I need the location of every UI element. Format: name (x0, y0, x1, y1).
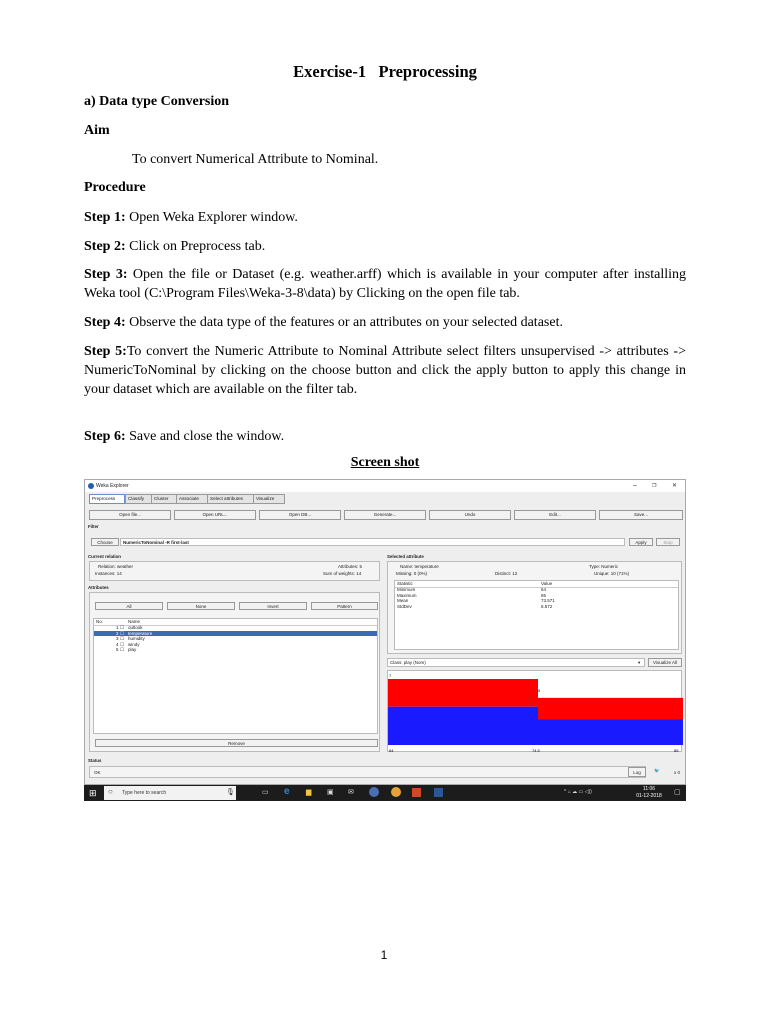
chrome-icon[interactable] (391, 787, 401, 797)
invert-button[interactable]: Invert (239, 602, 307, 610)
edit-button[interactable]: Edit... (514, 510, 596, 520)
bar-count-label: 5 (538, 688, 541, 693)
step-text: Save and close the window. (125, 429, 285, 444)
pattern-button[interactable]: Pattern (311, 602, 378, 610)
histogram-panel (387, 670, 682, 752)
step-text: To convert the Numeric Attribute to Nominal Attribute select filters unsupervised -> attributes -> NumericToNominal by clicking on the choose button and click the apply button to apply this change in your dataset which are available on the filter tab. (84, 344, 686, 397)
statistics-table (394, 580, 679, 650)
procedure-heading: Procedure (84, 180, 146, 195)
log-button[interactable]: Log (628, 767, 646, 777)
step-label: Step 3: (84, 267, 128, 282)
checkbox[interactable]: ☐ (120, 641, 125, 647)
step-4 (84, 313, 686, 332)
status-bar (89, 766, 646, 778)
aim-text: To convert Numerical Attribute to Nominal. (132, 152, 379, 167)
status-label: Status (88, 758, 102, 763)
histogram-chart (388, 671, 683, 753)
attribute-type: Type: Numeric (589, 564, 619, 569)
tab-cluster[interactable]: Cluster (151, 494, 178, 504)
store-icon[interactable]: ▣ (327, 789, 334, 796)
histogram-bar-blue (388, 707, 538, 745)
weka-explorer-window (84, 479, 686, 785)
class-select-value: Class: play (Nom) (390, 660, 426, 665)
attributes-count: Attributes: 5 (338, 564, 363, 569)
current-relation-panel (89, 561, 380, 581)
generate-button[interactable]: Generate... (344, 510, 426, 520)
exercise-title: Exercise-1 Preprocessing (293, 62, 477, 81)
relation-name: Relation: weather (98, 564, 134, 569)
chevron-down-icon: ▾ (638, 660, 641, 665)
stat-name: Minimum (397, 587, 416, 592)
column-value: Value (541, 581, 553, 586)
selected-attribute-panel (387, 561, 682, 654)
table-row[interactable] (94, 647, 377, 653)
aim-heading: Aim (84, 123, 110, 138)
mail-icon[interactable]: ✉ (348, 789, 354, 796)
powerpoint-icon[interactable] (412, 788, 421, 797)
tab-preprocess[interactable]: Preprocess (89, 494, 125, 504)
open-file-button[interactable]: Open file... (89, 510, 171, 520)
table-row (395, 604, 678, 610)
column-no: No. (96, 619, 104, 624)
step-text: Open Weka Explorer window. (125, 210, 298, 225)
axis-max-label: 85 (674, 748, 679, 753)
step-label: Step 6: (84, 429, 126, 444)
taskbar-time: 11:06 (642, 786, 656, 792)
attribute-name: windy (128, 641, 140, 647)
current-relation-label: Current relation (88, 554, 121, 559)
stat-value: 6.572 (541, 603, 553, 609)
taskbar-date: 01-12-2018 (636, 793, 662, 799)
weka-taskbar-icon[interactable] (369, 787, 379, 797)
search-placeholder: Type here to search (122, 790, 167, 796)
word-icon[interactable] (434, 788, 443, 797)
close-button[interactable]: ✕ (672, 483, 678, 489)
step-label: Step 5: (84, 344, 127, 359)
edge-icon[interactable]: e (284, 786, 290, 797)
step-text: Open the file or Dataset (e.g. weather.arff) which is available in your computer after installing Weka tool (C:\Program Files\Weka-3-8\data) by Clicking on the open file tab. (84, 267, 686, 301)
row-number: 3 (116, 636, 119, 641)
weka-bird-status-icon: 🐦 (654, 768, 660, 773)
weka-bird-icon (88, 483, 94, 489)
step-3 (84, 265, 686, 303)
choose-button[interactable]: Choose (91, 538, 119, 546)
filter-field[interactable] (120, 538, 625, 546)
stat-value: 73.571 (541, 598, 555, 603)
all-button[interactable]: All (95, 602, 163, 610)
row-number: 4 (116, 641, 119, 647)
attribute-name: outlook (128, 625, 143, 630)
stat-value: 64 (541, 587, 547, 592)
stop-button[interactable]: Stop (656, 538, 680, 546)
window-title: Weka Explorer (96, 483, 129, 489)
bar-count-label: 7 (389, 673, 392, 678)
task-count: x 0 (674, 770, 681, 775)
unique-count: Unique: 10 (71%) (594, 571, 630, 576)
tab-select-attributes[interactable]: Select attributes (207, 494, 255, 504)
checkbox[interactable]: ☐ (120, 630, 125, 636)
axis-mid-label: 74.5 (532, 748, 540, 753)
step-text: Observe the data type of the features or an attributes on your selected dataset. (125, 315, 563, 330)
step-label: Step 4: (84, 315, 126, 330)
screenshot-heading: Screen shot (350, 455, 420, 470)
attribute-name: play (128, 647, 137, 652)
checkbox[interactable]: ☐ (120, 636, 125, 641)
filter-text: NumericToNominal -R first-last (123, 540, 189, 545)
step-text: Click on Preprocess tab. (125, 239, 266, 254)
step-6 (84, 427, 686, 446)
class-select[interactable] (387, 658, 645, 667)
window-titlebar (85, 480, 685, 492)
search-icon: ○ (108, 787, 113, 796)
checkbox[interactable]: ☐ (120, 625, 125, 630)
attributes-table (93, 618, 378, 734)
histogram-bar-red (538, 698, 683, 719)
histogram-bar-red (388, 679, 538, 707)
row-number: 5 (116, 647, 119, 652)
undo-button[interactable]: Undo (429, 510, 511, 520)
windows-start-icon[interactable]: ⊞ (89, 788, 97, 798)
taskbar-search-box[interactable] (104, 786, 236, 800)
step-2 (84, 237, 686, 256)
step-1 (84, 208, 686, 227)
row-number: 2 (116, 630, 119, 636)
missing-count: Missing: 0 (0%) (396, 571, 428, 576)
save-button[interactable]: Save... (599, 510, 683, 520)
section-heading: a) Data type Conversion (84, 94, 230, 109)
open-url-button[interactable]: Open URL... (174, 510, 256, 520)
attributes-label: Attributes (88, 585, 109, 590)
attribute-name-label: Name: temperature (400, 564, 439, 569)
tab-classify[interactable]: Classify (125, 494, 153, 504)
histogram-bar-blue (538, 719, 683, 745)
stat-name: Mean (397, 598, 409, 603)
attribute-name: temperature (128, 630, 153, 636)
step-5 (84, 342, 686, 399)
stat-name: StdDev (397, 603, 412, 609)
step-label: Step 2: (84, 239, 126, 254)
column-statistic: Statistic (397, 581, 413, 586)
maximize-button[interactable]: ❐ (652, 483, 657, 489)
status-text: OK (94, 770, 101, 775)
minimize-button[interactable]: – (633, 482, 637, 489)
axis-min-label: 64 (389, 748, 394, 753)
tab-associate[interactable]: Associate (176, 494, 209, 504)
sum-of-weights: Sum of weights: 14 (323, 571, 362, 576)
folder-icon[interactable]: ▆ (306, 789, 312, 796)
open-db-button[interactable]: Open DB... (259, 510, 341, 520)
stat-name: Maximum (397, 592, 417, 598)
row-number: 1 (116, 625, 119, 630)
instances-count: Instances: 14 (95, 571, 122, 576)
selected-attribute-label: Selected attribute (387, 554, 424, 559)
task-view-icon[interactable]: ▭ (262, 789, 269, 796)
attributes-panel (89, 592, 380, 752)
column-name: Name (128, 619, 141, 624)
distinct-count: Distinct: 12 (495, 571, 518, 576)
system-tray-icons[interactable]: ^ ⌂ ☁ ▭ ◁)) (564, 789, 592, 795)
checkbox[interactable]: ☐ (120, 647, 125, 652)
step-label: Step 1: (84, 210, 126, 225)
apply-button[interactable]: Apply (629, 538, 653, 546)
microphone-icon: 🎙 (226, 789, 235, 796)
visualize-all-button[interactable]: Visualize All (648, 658, 682, 667)
stat-value: 85 (541, 592, 547, 598)
none-button[interactable]: None (167, 602, 235, 610)
tab-visualize[interactable]: Visualize (253, 494, 285, 504)
remove-button[interactable]: Remove (95, 739, 378, 747)
attribute-name: humidity (128, 636, 145, 641)
notifications-icon[interactable]: ▢ (674, 789, 681, 796)
filter-label: Filter (88, 524, 99, 529)
page-number: 1 (380, 948, 388, 962)
windows-taskbar (84, 785, 686, 801)
